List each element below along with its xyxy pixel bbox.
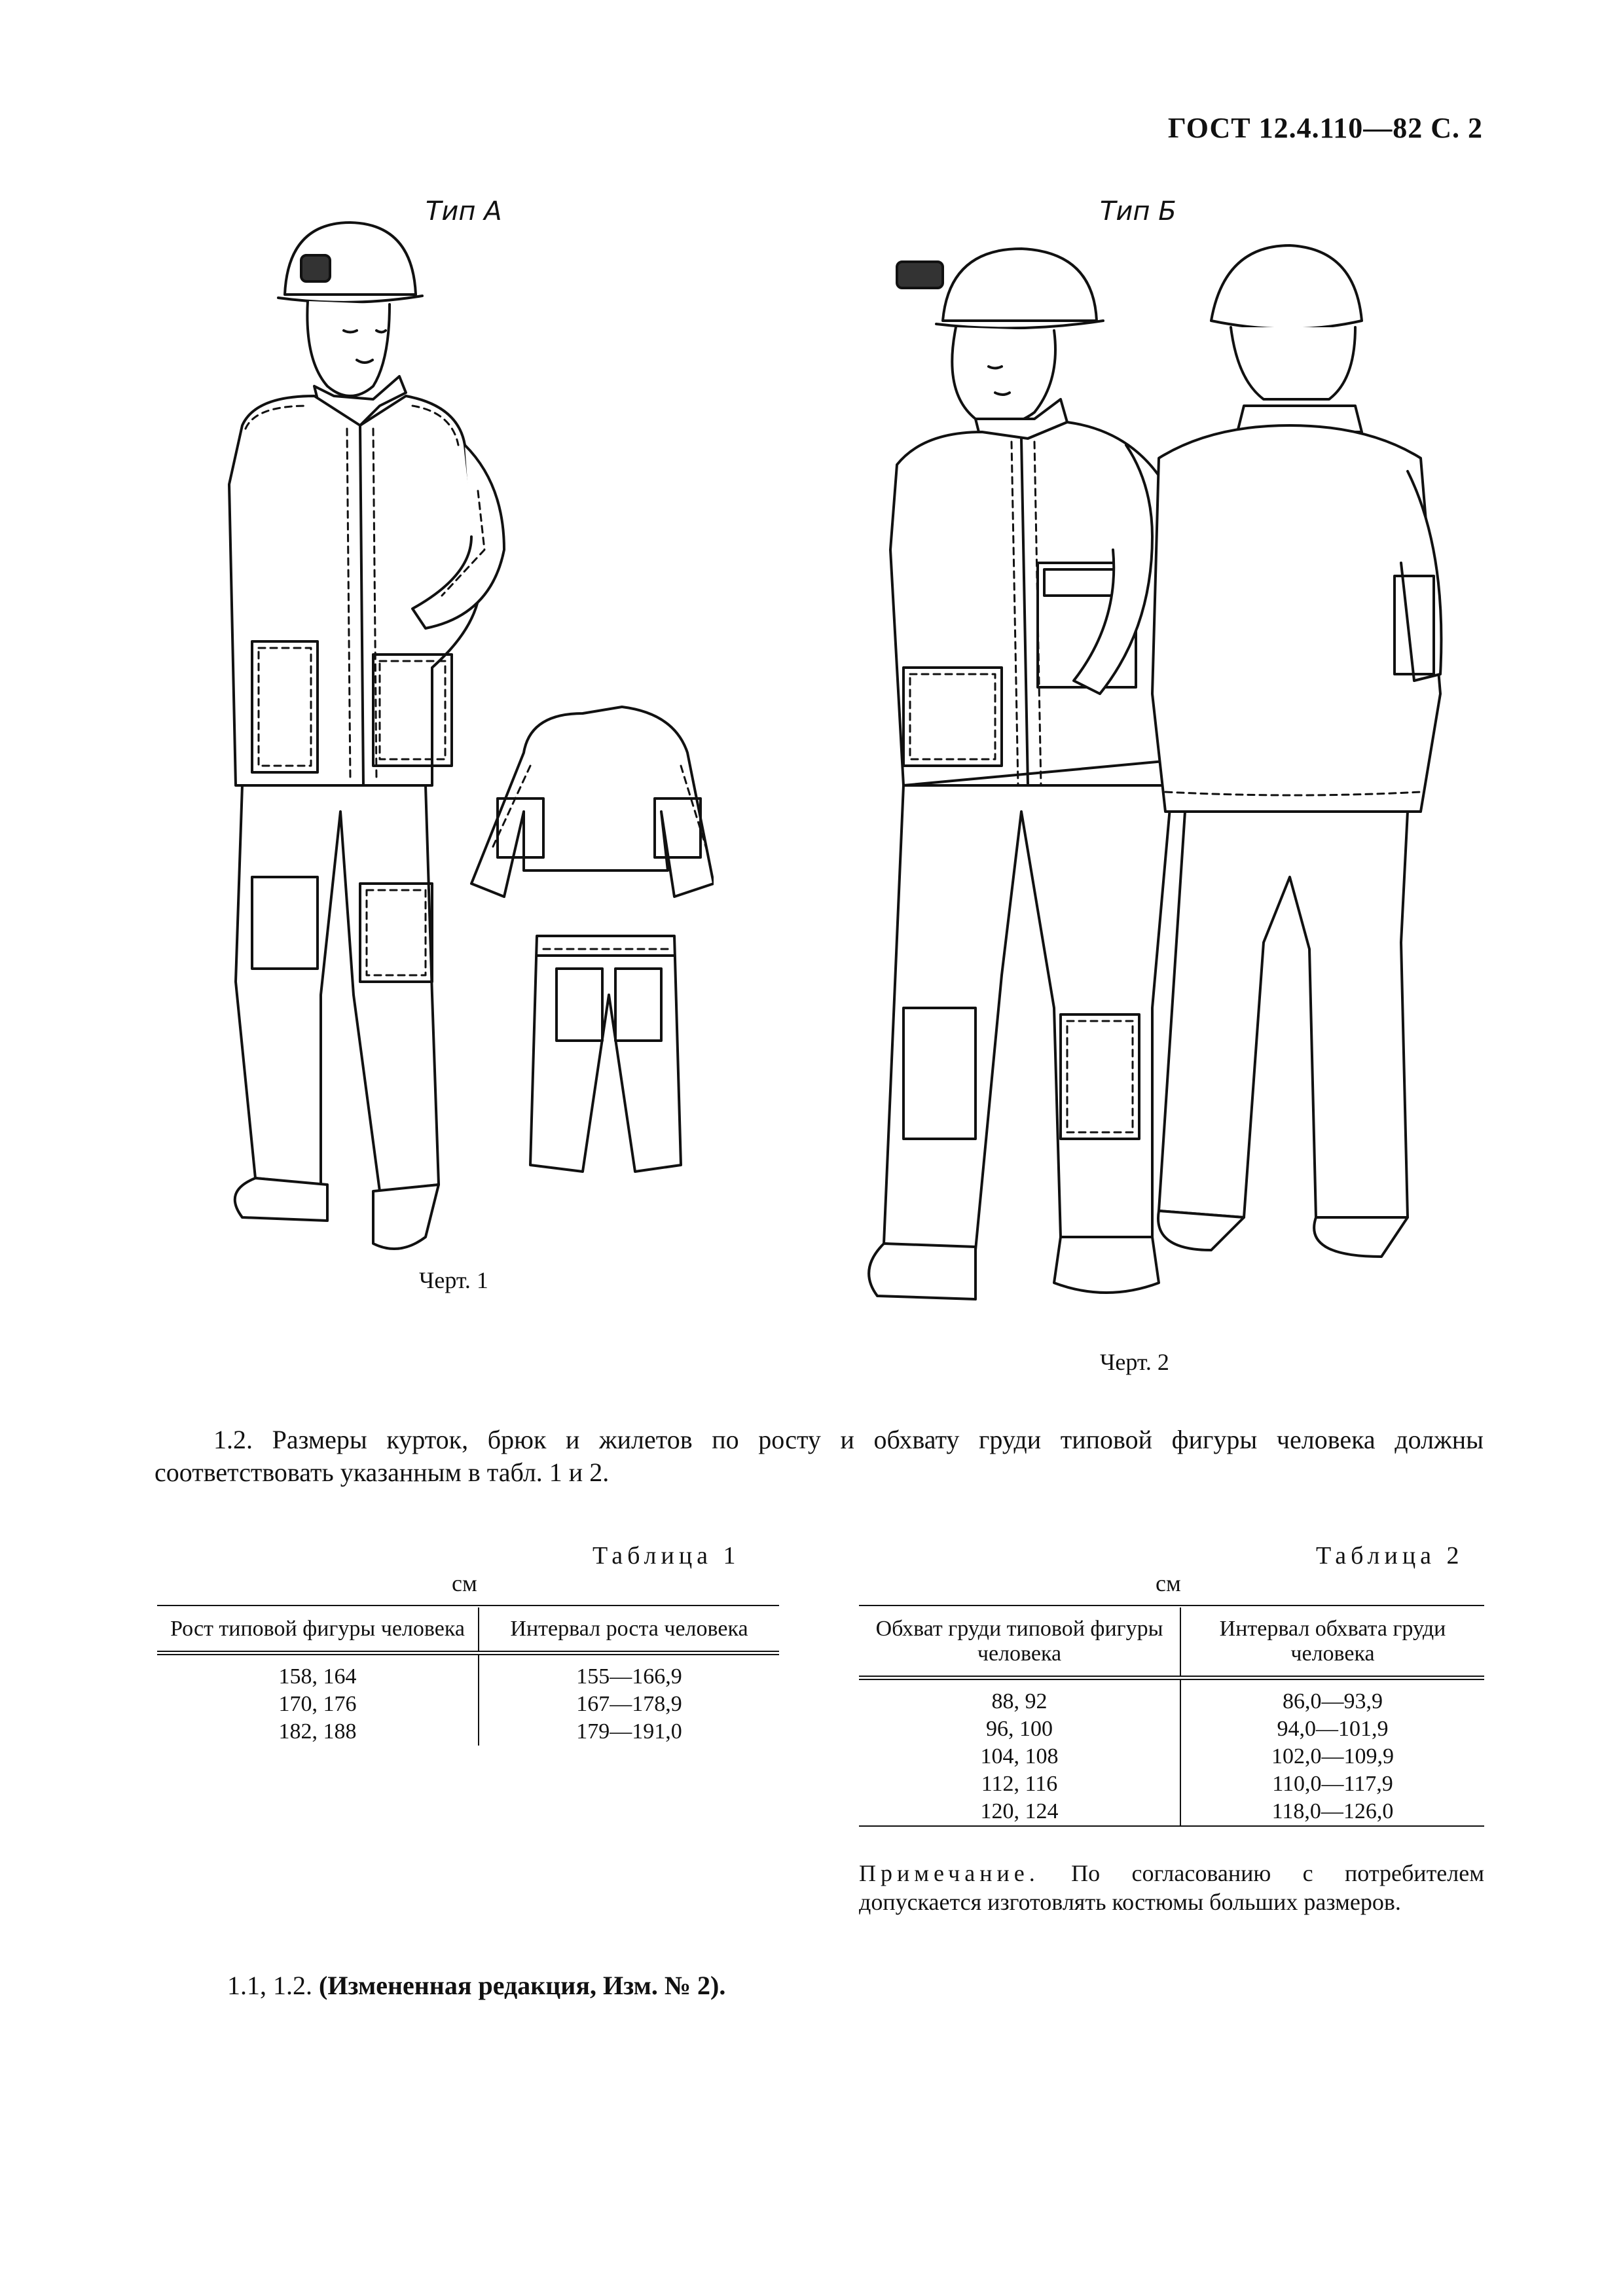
figure-2-caption: Черт. 2 bbox=[1100, 1349, 1169, 1375]
table-1-header-height: Рост типовой фигуры человека bbox=[157, 1607, 479, 1653]
table-cell: 112, 116 bbox=[859, 1770, 1180, 1798]
note-label: Примечание. bbox=[859, 1860, 1040, 1886]
table-row bbox=[859, 1715, 1484, 1743]
note-text: По согласованию с потребителем допускается изготовлять костюмы больших размеров. bbox=[859, 1860, 1484, 1915]
table-1-title: Таблица 1 bbox=[593, 1542, 740, 1570]
table-cell: 170, 176 bbox=[157, 1691, 479, 1718]
figure-1-caption: Черт. 1 bbox=[419, 1267, 488, 1293]
table-row bbox=[157, 1718, 779, 1746]
figure-type-b-illustration bbox=[845, 223, 1447, 1322]
table-2-header-interval: Интервал обхвата груди человека bbox=[1180, 1607, 1484, 1678]
table-cell: 179—191,0 bbox=[576, 1719, 682, 1744]
table-1-top-rule bbox=[157, 1605, 779, 1606]
table-cell: 155—166,9 bbox=[576, 1664, 682, 1689]
table-1-header-interval: Интервал роста человека bbox=[479, 1607, 779, 1653]
table-row bbox=[157, 1691, 779, 1718]
table-2 bbox=[859, 1607, 1484, 1827]
amendment-bold: (Измененная редакция, Изм. № 2). bbox=[319, 1971, 726, 2000]
table-row bbox=[859, 1743, 1484, 1770]
paragraph-1-2: 1.2. Размеры курток, брюк и жилетов по росту и обхвату груди типовой фигуры человека должны соответствовать указанным в табл. 1 и 2. bbox=[155, 1425, 1484, 1487]
table-cell: 167—178,9 bbox=[576, 1692, 682, 1716]
type-a-label: Тип А bbox=[426, 196, 502, 226]
table-cell: 182, 188 bbox=[157, 1718, 479, 1746]
table-1-unit: см bbox=[452, 1570, 477, 1596]
table-row bbox=[157, 1653, 779, 1691]
table-cell: 102,0—109,9 bbox=[1271, 1744, 1394, 1768]
table-cell: 118,0—126,0 bbox=[1271, 1799, 1394, 1823]
table-cell: 94,0—101,9 bbox=[1277, 1717, 1389, 1741]
type-b-label: Тип Б bbox=[1100, 196, 1176, 226]
table-cell: 104, 108 bbox=[859, 1743, 1180, 1770]
table-2-title: Таблица 2 bbox=[1316, 1542, 1464, 1570]
table-cell: 86,0—93,9 bbox=[1283, 1689, 1383, 1713]
table-row bbox=[859, 1798, 1484, 1826]
table-cell: 120, 124 bbox=[859, 1798, 1180, 1826]
table-cell: 88, 92 bbox=[859, 1678, 1180, 1716]
table-2-unit: см bbox=[1156, 1570, 1181, 1596]
page-header: ГОСТ 12.4.110—82 С. 2 bbox=[1167, 112, 1483, 144]
amendment-line bbox=[227, 1970, 725, 2001]
table-row bbox=[859, 1770, 1484, 1798]
table-2-top-rule bbox=[859, 1605, 1484, 1606]
table-cell: 110,0—117,9 bbox=[1272, 1772, 1393, 1796]
amendment-prefix: 1.1, 1.2. bbox=[227, 1971, 312, 2000]
table-row bbox=[859, 1678, 1484, 1716]
table-cell: 96, 100 bbox=[859, 1715, 1180, 1743]
figure-type-a-illustration bbox=[216, 209, 714, 1257]
table-2-header-chest: Обхват груди типовой фигуры человека bbox=[859, 1607, 1180, 1678]
table-cell: 158, 164 bbox=[157, 1653, 479, 1691]
table-1 bbox=[157, 1607, 779, 1746]
table-2-note bbox=[859, 1859, 1484, 1916]
